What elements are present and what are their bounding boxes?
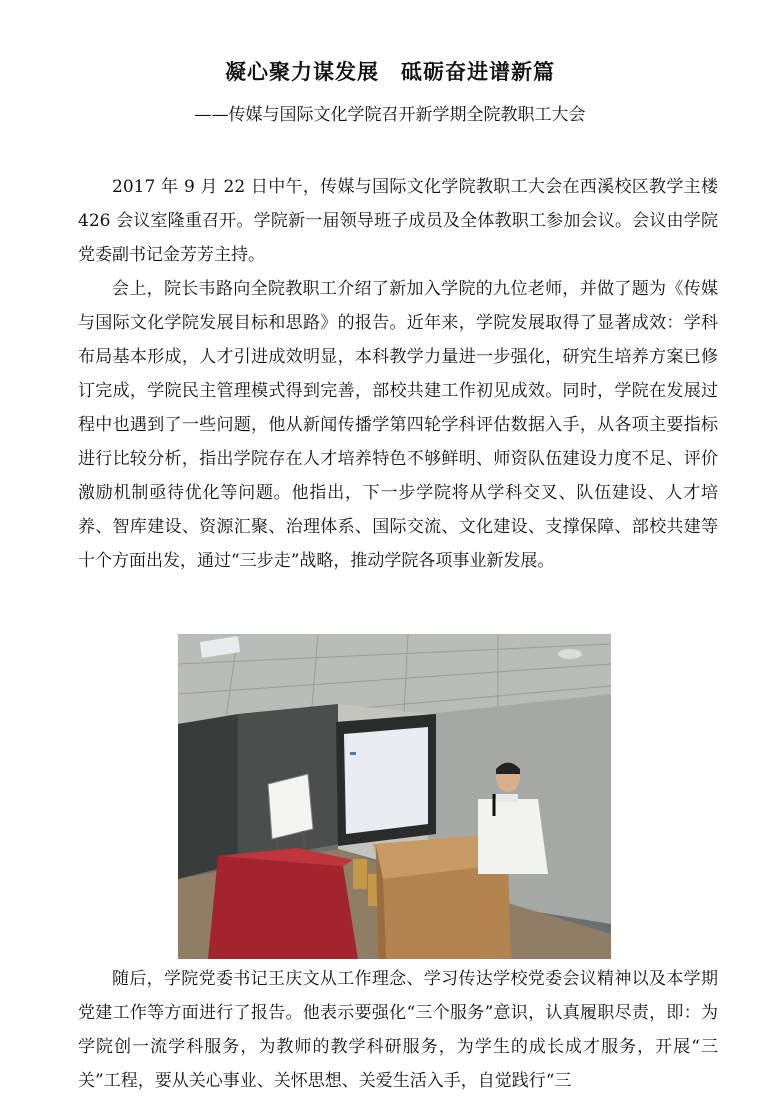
article-subtitle: ——传媒与国际文化学院召开新学期全院教职工大会 — [194, 105, 586, 125]
paragraph-2: 会上，院长韦路向全院教职工介绍了新加入学院的九位老师，并做了题为《传媒与国际文化学院发展目标和思路》的报告。近年来，学院发展取得了显著成效：学科布局基本形成，人才引进成效明显，本科教学力量进一步强化，研究生培养方案已修订完成，学院民主管理模式得到完善，部校共建工作初见成效。同时，学院在发展过程中也遇到了一些问题，他从新闻传播学第四轮学科评估数据入手，从各项主要指标进行比较分析，指出学院存在人才培养特色不够鲜明、师资队伍建设力度不足、评价激励机制亟待优化等问题。他指出，下一步学院将从学科交叉、队伍建设、人才培养、智库建设、资源汇聚、治理体系、国际交流、文化建设、支撑保障、部校共建等十个方面出发，通过“三步走”战略，推动学院各项事业新发展。 — [78, 279, 718, 571]
meeting-photo — [178, 634, 611, 959]
article-title: 凝心聚力谋发展 砥砺奋进谱新篇 — [225, 60, 555, 84]
paragraph-3: 随后，学院党委书记王庆文从工作理念、学习传达学校党委会议精神以及本学期党建工作等方面进行了报告。他表示要强化“三个服务”意识，认真履职尽责，即：为学院创一流学科服务，为教师的教学科研服务，为学生的成长成才服务，开展“三关”工程，要从关心事业、关怀思想、关爱生活入手，自觉践行“三 — [78, 969, 718, 1091]
paragraph-1: 2017 年 9 月 22 日中午，传媒与国际文化学院教职工大会在西溪校区教学主楼 426 会议室隆重召开。学院新一届领导班子成员及全体教职工参加会议。会议由学院党委副书记金芳芳主持。 — [78, 177, 718, 265]
